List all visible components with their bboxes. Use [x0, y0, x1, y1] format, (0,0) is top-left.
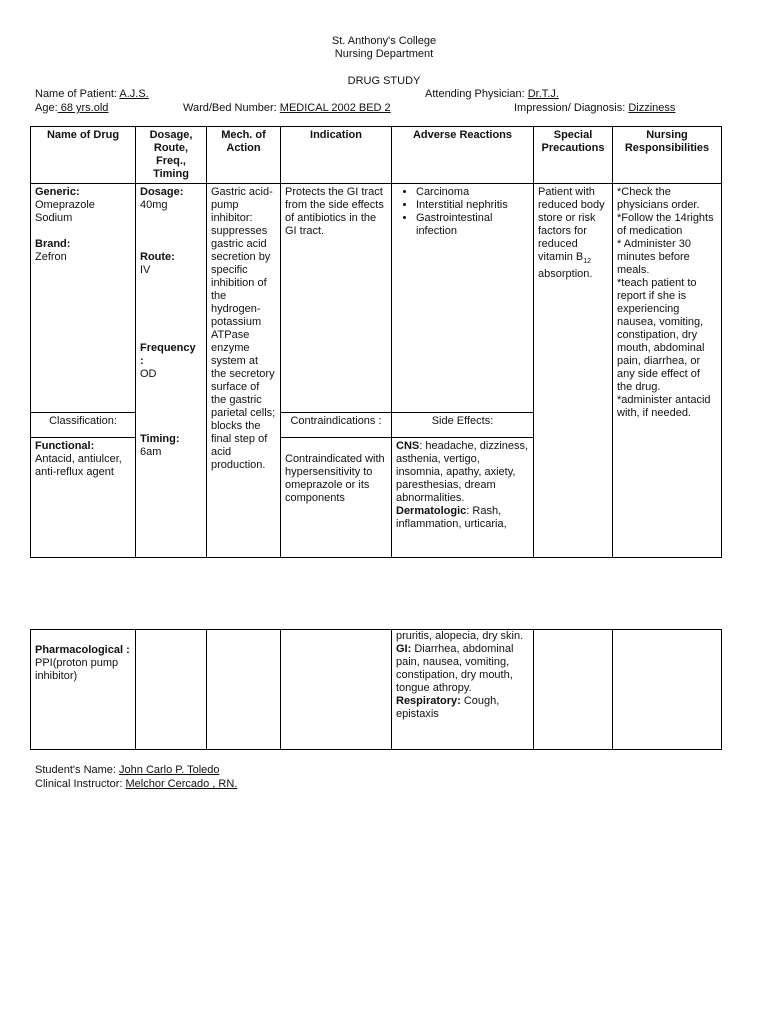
department-name: Nursing Department — [334, 48, 434, 60]
contraindications-text: Contraindicated with hypersensitivity to omeprazole or its components — [285, 453, 385, 504]
col-header-special-precautions: Special Precautions — [534, 127, 613, 184]
instructor-line — [35, 778, 237, 791]
empty-cell — [613, 630, 722, 750]
student-label: Student's Name: — [35, 764, 120, 776]
header-block — [0, 35, 768, 88]
gi-text: Diarrhea, abdominal pain, nausea, vomiting, constipation, dry mouth, tongue athropy. — [396, 643, 514, 694]
col-header-adverse-reactions: Adverse Reactions — [392, 127, 534, 184]
pharmacological-value: PPI(proton pump inhibitor) — [35, 657, 119, 682]
side-effects-cell — [392, 438, 534, 558]
generic-label: Generic: — [35, 186, 80, 198]
student-line — [35, 764, 220, 777]
route-value: IV — [140, 264, 151, 276]
ward-label: Ward/Bed Number: — [183, 102, 280, 114]
drug-name-cell — [31, 184, 136, 413]
brand-value: Zefron — [35, 251, 67, 263]
drug-study-table — [30, 126, 722, 558]
col-header-dosage: Dosage, Route, Freq., Timing — [136, 127, 207, 184]
cns-text: : headache, dizziness, asthenia, vertigo, insomnia, apathy, axiety, paresthesias, dream abnormalities. — [396, 440, 529, 504]
pharmacological-cell — [31, 630, 136, 750]
indication-cell: Protects the GI tract from the side effects of antibiotics in the GI tract. — [281, 184, 392, 413]
dermatologic-text: : Rash, inflammation, urticaria, — [396, 505, 507, 530]
dosage-label: Dosage: — [140, 186, 184, 198]
mechanism-cell: Gastric acid-pump inhibitor: suppresses gastric acid secretion by specific inhibition of the hydrogen-potassium ATPase enzyme system at the secretory surface of the gastric parietal cells; blocks the final step of acid production. — [207, 184, 281, 558]
instructor-value: Melchor Cercado , RN. — [125, 778, 238, 790]
empty-cell — [207, 630, 281, 750]
physician-label: Attending Physician: — [425, 88, 528, 100]
diagnosis-line — [514, 102, 675, 115]
physician-value: Dr.T.J. — [527, 88, 559, 100]
nursing-responsibilities-cell: *Check the physicians order. *Follow the 14rights of medication * Administer 30 minutes before meals. *teach patient to report if she is experiencing nausea, vomiting, constipation, dry mouth, abdominal pain, diarrhea, or any side effect of the drug. *administer antacid with, if needed. — [613, 184, 722, 558]
list-item: • Carcinoma — [416, 186, 529, 199]
age-label: Age: — [35, 102, 58, 114]
col-header-nursing-responsibilities: Nursing Responsibilities — [613, 127, 722, 184]
functional-label: Functional: — [35, 440, 95, 452]
document-title: DRUG STUDY — [347, 75, 421, 87]
timing-label: Timing: — [140, 433, 180, 445]
empty-cell — [534, 630, 613, 750]
col-header-mechanism: Mech. of Action — [207, 127, 281, 184]
side-effects-label: Side Effects: — [392, 413, 534, 438]
table-row-main — [31, 184, 722, 413]
age-value: 68 yrs.old — [57, 102, 109, 114]
age-line — [35, 102, 108, 115]
col-header-drug-name: Name of Drug — [31, 127, 136, 184]
cns-label: CNS — [396, 440, 420, 452]
special-precautions-text-after: absorption. — [538, 268, 593, 281]
frequency-label: Frequency : — [140, 342, 196, 367]
adverse-reactions-list — [396, 186, 529, 238]
table-row-continuation — [31, 630, 722, 750]
classification-label: Classification: — [31, 413, 136, 438]
student-value: John Carlo P. Toledo — [119, 764, 220, 776]
special-precautions-text: Patient with reduced body store or risk factors for reduced vitamin B — [538, 186, 605, 263]
physician-line — [425, 88, 559, 101]
ward-value: MEDICAL 2002 BED 2 — [279, 102, 391, 114]
special-precautions-cell — [534, 184, 613, 558]
respiratory-label: Respiratory: — [396, 695, 461, 707]
functional-value: Antacid, antiulcer, anti-reflux agent — [35, 453, 122, 478]
respiratory-text: Cough, epistaxis — [396, 695, 500, 720]
empty-cell — [136, 630, 207, 750]
ward-line — [183, 102, 391, 115]
dosage-value: 40mg — [140, 199, 168, 211]
contraindications-label: Contraindications : — [281, 413, 392, 438]
patient-name-value: A.J.S. — [119, 88, 149, 100]
adverse-reactions-cell — [392, 184, 534, 413]
pharmacological-label: Pharmacological : — [35, 644, 130, 656]
patient-name-label: Name of Patient: — [35, 88, 120, 100]
route-label: Route: — [140, 251, 175, 263]
drug-study-continuation-table — [30, 629, 722, 750]
instructor-label: Clinical Instructor: — [35, 778, 126, 790]
list-item: • Gastrointestinal infection — [416, 212, 529, 238]
diagnosis-value: Dizziness — [628, 102, 676, 114]
contraindications-cell — [281, 438, 392, 558]
dosage-cell — [136, 184, 207, 558]
empty-cell — [281, 630, 392, 750]
timing-value: 6am — [140, 446, 162, 458]
dermatologic-continuation: pruritis, alopecia, dry skin. — [396, 630, 524, 642]
gi-label: GI: — [396, 643, 412, 655]
side-effects-continuation-cell — [392, 630, 534, 750]
col-header-indication: Indication — [281, 127, 392, 184]
college-name: St. Anthony's College — [331, 35, 437, 47]
generic-value: Omeprazole Sodium — [35, 199, 95, 224]
frequency-value: OD — [140, 368, 157, 380]
table-header-row — [31, 127, 722, 184]
functional-cell — [31, 438, 136, 558]
patient-name-line — [35, 88, 149, 101]
list-item: • Interstitial nephritis — [416, 199, 529, 212]
vitamin-subscript: 12 — [583, 258, 592, 266]
brand-label: Brand: — [35, 238, 71, 250]
dermatologic-label: Dermatologic — [396, 505, 467, 517]
diagnosis-label: Impression/ Diagnosis: — [514, 102, 629, 114]
